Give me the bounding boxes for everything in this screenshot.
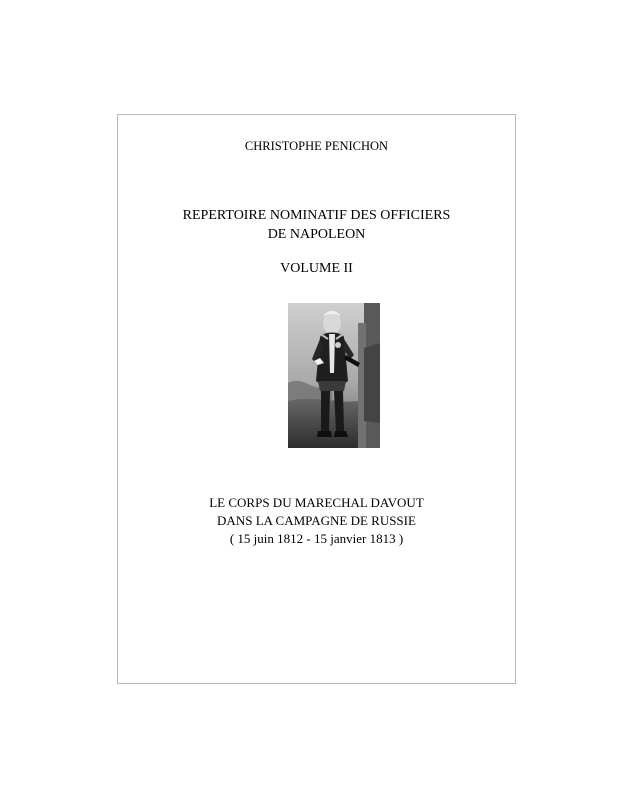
subtitle-line-1: LE CORPS DU MARECHAL DAVOUT <box>209 495 424 510</box>
cover-page <box>117 114 516 684</box>
military-officer-portrait-icon <box>288 303 380 448</box>
book-title-line-1: REPERTOIRE NOMINATIF DES OFFICIERS <box>182 208 451 223</box>
author-name: CHRISTOPHE PENICHON <box>244 139 389 153</box>
subtitle-line-2: DANS LA CAMPAGNE DE RUSSIE <box>217 513 416 528</box>
book-title-line-2: DE NAPOLEON <box>267 227 366 242</box>
subtitle-date-range: ( 15 juin 1812 - 15 janvier 1813 ) <box>229 531 404 546</box>
volume-label: VOLUME II <box>280 261 353 276</box>
